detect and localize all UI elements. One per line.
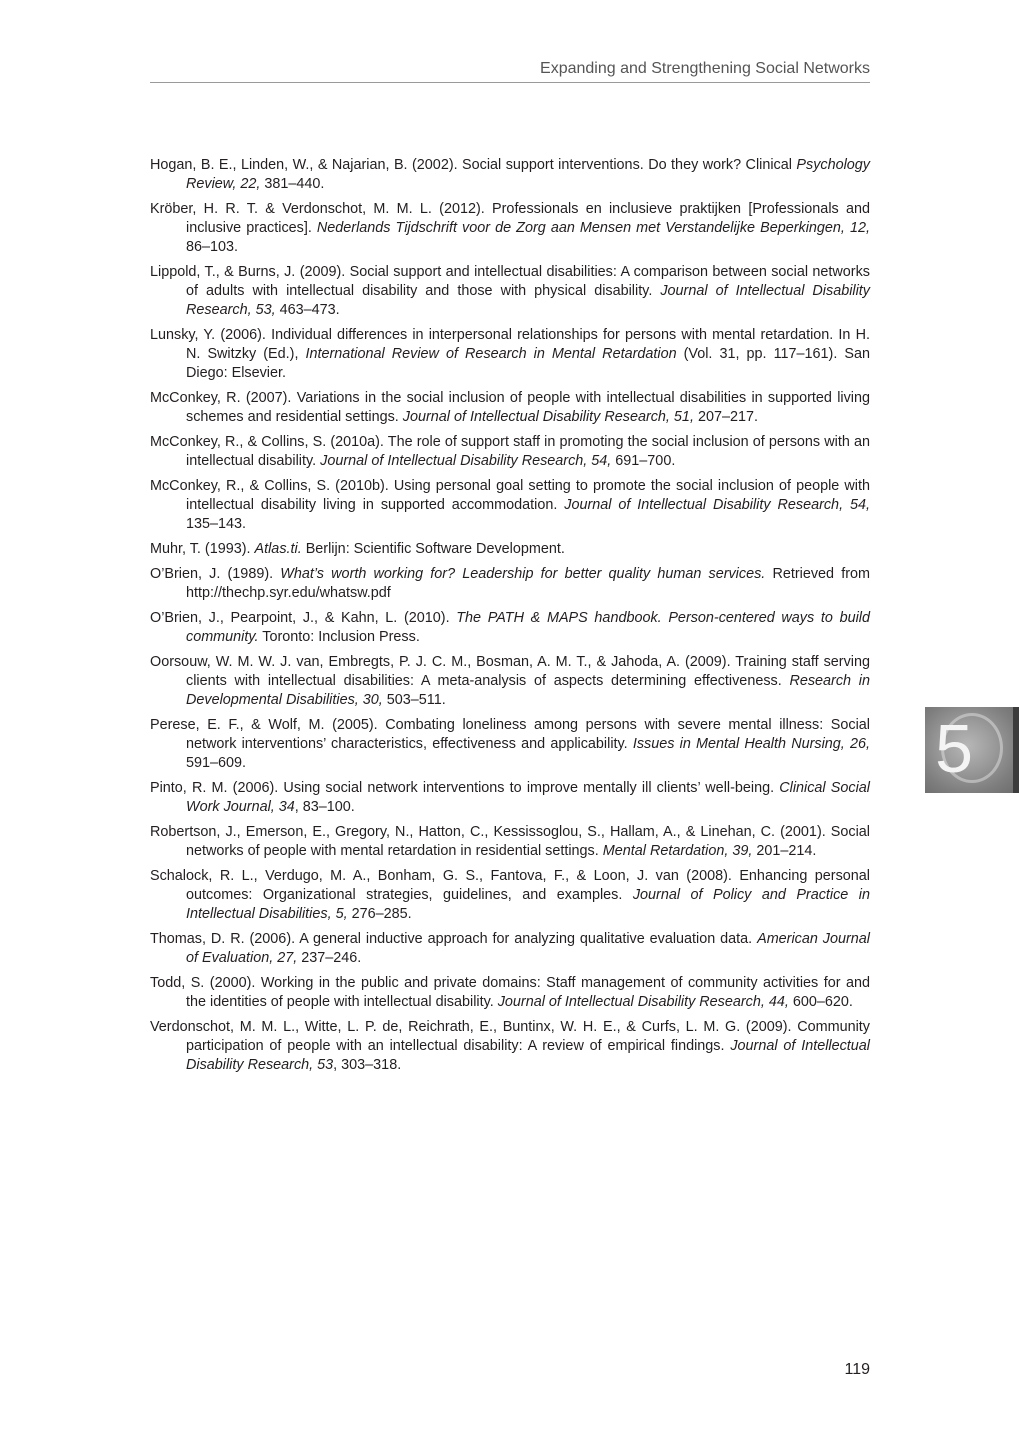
reference-source: Journal of Policy and Practice in Intellectual Disabilities, 5, [186, 887, 870, 922]
reference-source: Journal of Intellectual Disability Research, 44, [497, 994, 789, 1010]
reference-entry [150, 653, 870, 710]
reference-source: The PATH & MAPS handbook. Person-centered ways to build community. [186, 610, 870, 645]
reference-pages: 237–246. [297, 950, 362, 966]
reference-entry [150, 867, 870, 924]
reference-text: Lippold, T., & Burns, J. (2009). Social support and intellectual disabilities: A comparison between social networks of adults with intellectual disability and those with physical disability. [150, 264, 870, 299]
reference-text: McConkey, R. (2007). Variations in the social inclusion of people with intellectual disabilities in supported living schemes and residential settings. [150, 390, 870, 425]
reference-pages: , 83–100. [294, 799, 355, 815]
reference-text: O’Brien, J., Pearpoint, J., & Kahn, L. (2010). [150, 610, 457, 626]
reference-pages: 276–285. [347, 906, 412, 922]
reference-source: American Journal of Evaluation, 27, [186, 931, 870, 966]
reference-pages: 381–440. [260, 176, 325, 192]
reference-entry [150, 930, 870, 968]
running-header-title: Expanding and Strengthening Social Networks [540, 60, 870, 77]
reference-source: Journal of Intellectual Disability Research, 51, [402, 409, 694, 425]
reference-text: Muhr, T. (1993). [150, 541, 255, 557]
reference-text: McConkey, R., & Collins, S. (2010b). Using personal goal setting to promote the social inclusion of people with intellectual disability living in supported accommodation. [150, 478, 870, 513]
reference-entry [150, 565, 870, 603]
reference-source: Issues in Mental Health Nursing, 26, [632, 736, 870, 752]
reference-text: Robertson, J., Emerson, E., Gregory, N., Hatton, C., Kessissoglou, S., Hallam, A., & Linehan, C. (2001). Social networks of people with mental retardation in residential settings. [150, 824, 870, 859]
reference-entry [150, 779, 870, 817]
reference-pages: 201–214. [752, 843, 817, 859]
reference-pages: Retrieved from http://thechp.syr.edu/whatsw.pdf [186, 566, 870, 601]
reference-source: International Review of Research in Mental Retardation [305, 346, 677, 362]
chapter-number: 5 [935, 711, 973, 787]
reference-source: Mental Retardation, 39, [602, 843, 753, 859]
reference-text: McConkey, R., & Collins, S. (2010a). The role of support staff in promoting the social inclusion of persons with an intellectual disability. [150, 434, 870, 469]
reference-pages: , 303–318. [333, 1057, 402, 1073]
reference-source: Psychology Review, 22, [186, 157, 870, 192]
reference-text: Pinto, R. M. (2006). Using social network interventions to improve mentally ill clients’ well-being. [150, 780, 780, 796]
reference-entry [150, 200, 870, 257]
chapter-tab [925, 707, 1019, 793]
reference-entry [150, 974, 870, 1012]
reference-pages: 463–473. [275, 302, 340, 318]
reference-entry [150, 1018, 870, 1075]
reference-text: Schalock, R. L., Verdugo, M. A., Bonham, G. S., Fantova, F., & Loon, J. van (2008). Enhancing personal outcomes: Organizational strategies, guidelines, and examples. [150, 868, 870, 903]
reference-text: O’Brien, J. (1989). [150, 566, 281, 582]
reference-text: Verdonschot, M. M. L., Witte, L. P. de, Reichrath, E., Buntinx, W. H. E., & Curfs, L. M. G. (2009). Community participation of people with an intellectual disability: A review of empirical findings. [150, 1019, 870, 1054]
reference-entry [150, 540, 870, 559]
reference-text: Oorsouw, W. M. W. J. van, Embregts, P. J. C. M., Bosman, A. M. T., & Jahoda, A. (2009). Training staff serving clients with intellectual disabilities: A meta-analysis of aspects determining effectiveness. [150, 654, 870, 689]
reference-pages: Toronto: Inclusion Press. [258, 629, 420, 645]
reference-entry [150, 389, 870, 427]
reference-pages: 691–700. [611, 453, 676, 469]
reference-pages: 503–511. [382, 692, 446, 708]
reference-entry [150, 477, 870, 534]
page-number: 119 [844, 1361, 870, 1378]
reference-entry [150, 823, 870, 861]
reference-source: Nederlands Tijdschrift voor de Zorg aan Mensen met Verstandelijke Beperkingen, 12, [316, 220, 870, 236]
reference-pages: 135–143. [186, 516, 247, 532]
reference-text: Todd, S. (2000). Working in the public and private domains: Staff management of community activities for and the identities of people with intellectual disability. [150, 975, 870, 1010]
reference-entry [150, 156, 870, 194]
reference-source: Journal of Intellectual Disability Research, 54, [564, 497, 870, 513]
reference-source: Journal of Intellectual Disability Research, 54, [320, 453, 612, 469]
reference-source: Journal of Intellectual Disability Research, 53 [186, 1038, 871, 1073]
reference-list [150, 156, 870, 1081]
reference-source: What’s worth working for? Leadership for better quality human services. [280, 566, 766, 582]
reference-pages: 86–103. [186, 239, 239, 255]
reference-text: Lunsky, Y. (2006). Individual differences in interpersonal relationships for persons with mental retardation. In H. N. Switzky (Ed.), [150, 327, 870, 362]
reference-entry [150, 716, 870, 773]
reference-pages: 207–217. [693, 409, 758, 425]
reference-pages: (Vol. 31, pp. 117–161). San Diego: Elsevier. [186, 346, 870, 381]
reference-text: Thomas, D. R. (2006). A general inductive approach for analyzing qualitative evaluation data. [150, 931, 758, 947]
reference-pages: 600–620. [788, 994, 853, 1010]
reference-source: Journal of Intellectual Disability Research, 53, [186, 283, 870, 318]
reference-text: Kröber, H. R. T. & Verdonschot, M. M. L. (2012). Professionals en inclusieve praktijken [Professionals and inclusive practices]. [150, 201, 870, 236]
reference-entry [150, 609, 870, 647]
reference-entry [150, 263, 870, 320]
reference-pages: 591–609. [186, 755, 247, 771]
reference-source: Research in Developmental Disabilities, 30, [186, 673, 870, 708]
chapter-tab-edge [1013, 707, 1019, 793]
reference-source: Clinical Social Work Journal, 34 [186, 780, 870, 815]
reference-text: Hogan, B. E., Linden, W., & Najarian, B. (2002). Social support interventions. Do they work? Clinical [150, 157, 797, 173]
reference-source: Atlas.ti. [254, 541, 302, 557]
reference-pages: Berlijn: Scientific Software Development. [301, 541, 565, 557]
running-header [150, 58, 870, 83]
reference-entry [150, 326, 870, 383]
reference-entry [150, 433, 870, 471]
reference-text: Perese, E. F., & Wolf, M. (2005). Combating loneliness among persons with severe mental illness: Social network interventions’ characteristics, effectiveness and applicability. [150, 717, 870, 752]
